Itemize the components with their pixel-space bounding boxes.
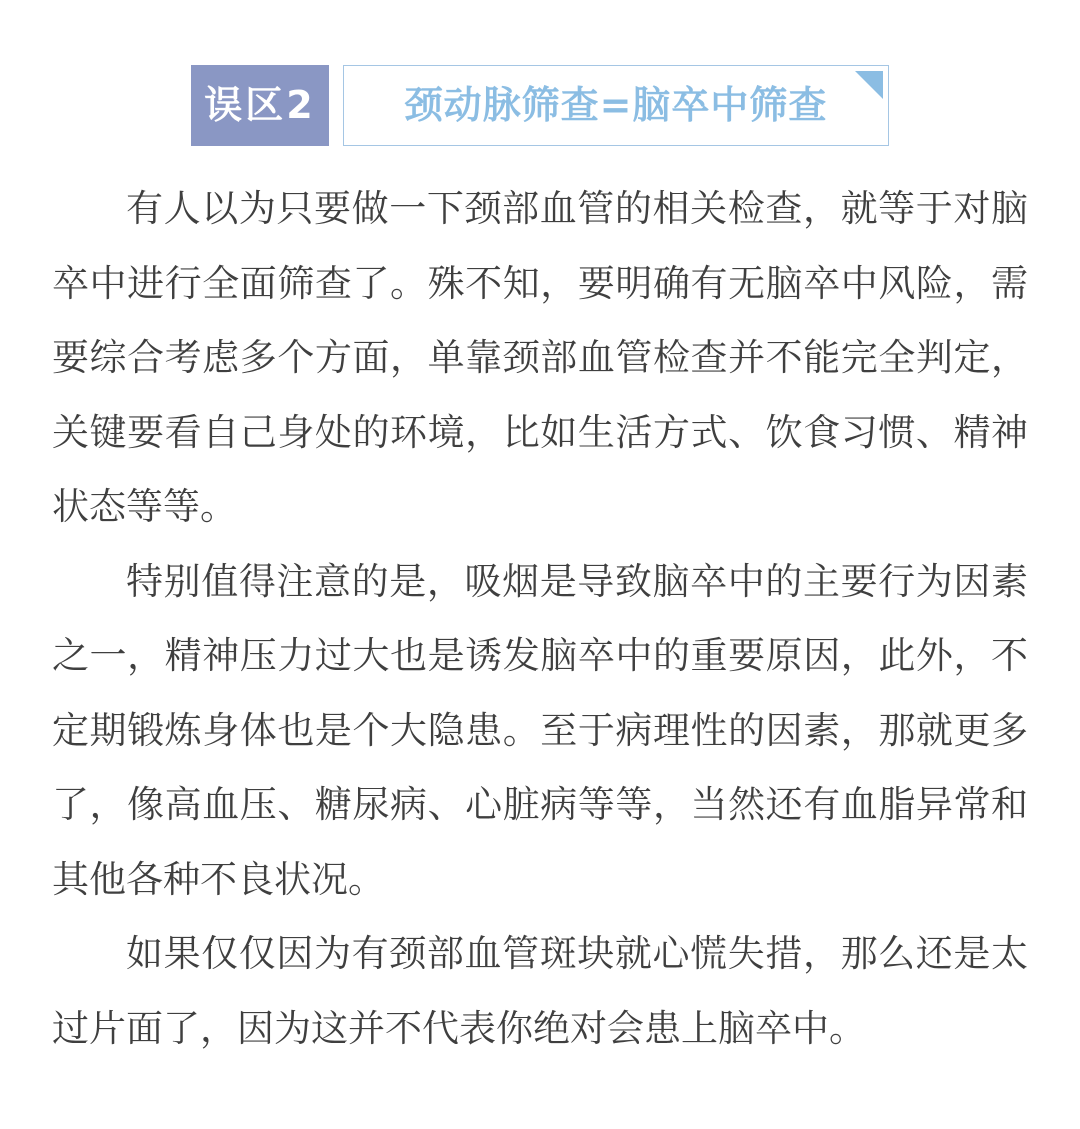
section-title-box <box>343 65 889 146</box>
paragraph-3: 如果仅仅因为有颈部血管斑块就心慌失措，那么还是太过片面了，因为这并不代表你绝对会患上脑卒中。 <box>52 932 1028 1050</box>
paragraph-2: 特别值得注意的是，吸烟是导致脑卒中的主要行为因素之一，精神压力过大也是诱发脑卒中的重要原因，此外，不定期锻炼身体也是个大隐患。至于病理性的因素，那就更多了，像高血压、糖尿病、心脏病等等，当然还有血脂异常和其他各种不良状况。 <box>52 559 1028 901</box>
section-badge: 误区2 <box>191 65 329 146</box>
corner-triangle-icon <box>855 71 883 99</box>
section-title: 颈动脉筛查=脑卒中筛查 <box>404 83 828 127</box>
paragraph-1: 有人以为只要做一下颈部血管的相关检查，就等于对脑卒中进行全面筛查了。殊不知，要明确有无脑卒中风险，需要综合考虑多个方面，单靠颈部血管检查并不能完全判定，关键要看自己身处的环境，比如生活方式、饮食习惯、精神状态等等。 <box>52 187 1028 528</box>
section-header <box>191 65 889 146</box>
article-body <box>52 172 1028 1066</box>
